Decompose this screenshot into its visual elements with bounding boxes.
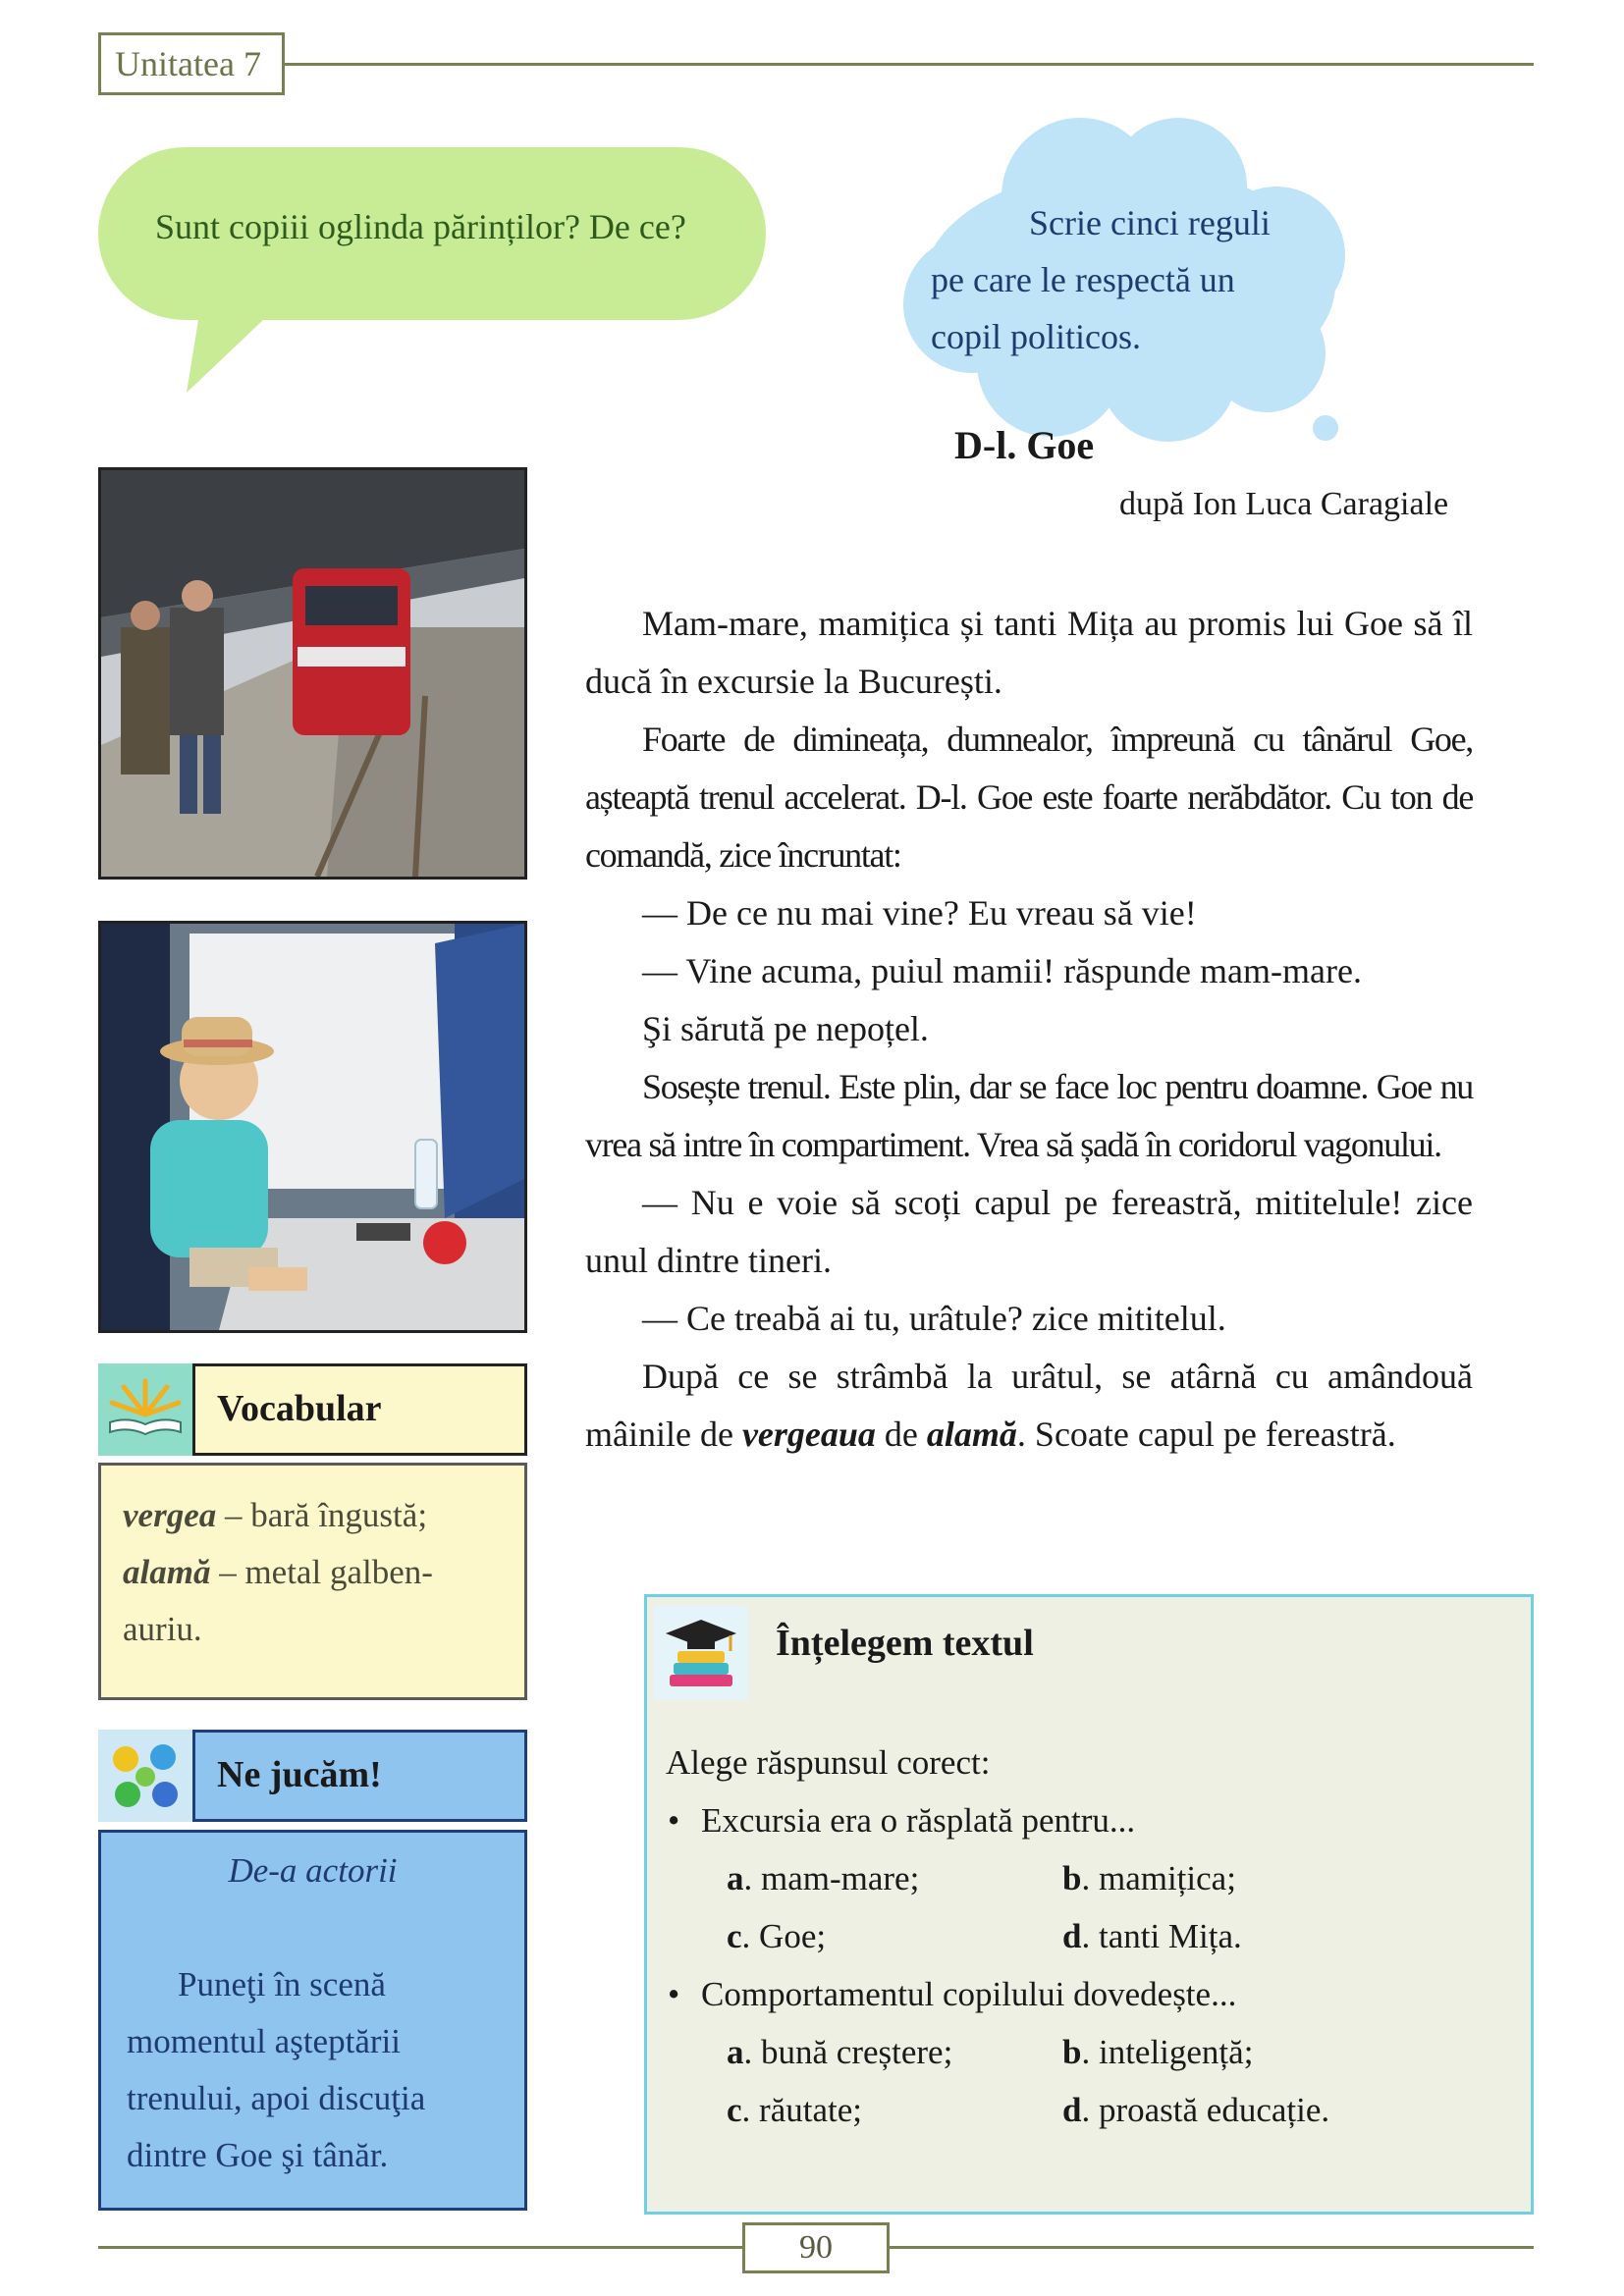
- answer-option: d. tanti Mița.: [1062, 1917, 1242, 1955]
- vocab-definition: – bară îngustă;: [216, 1496, 428, 1534]
- hands-icon: [98, 1730, 192, 1822]
- graduation-cap-books-icon: [654, 1606, 748, 1700]
- vocab-term: alamă: [123, 1553, 211, 1591]
- answer-options: [666, 1849, 1510, 1965]
- text-run: După ce se strâmbă la urâtul, se atârnă cu amândouă mâinile de: [585, 1357, 1473, 1454]
- story-paragraph-last: [585, 1348, 1473, 1464]
- ne-jucam-box: [98, 1830, 527, 2211]
- story-paragraph: — Vine acuma, puiul mamii! răspunde mam-mare.: [642, 951, 1362, 990]
- cloud-line: pe care le respectă un: [931, 260, 1235, 299]
- answer-option: a. bună creștere;: [727, 2033, 953, 2071]
- answer-option: c. Goe;: [727, 1917, 827, 1955]
- text-run: . Scoate capul pe fereastră.: [1016, 1415, 1396, 1454]
- vocab-word-vergeaua: vergeaua: [741, 1415, 876, 1454]
- story-author: după Ion Luca Caragiale: [1119, 486, 1449, 522]
- story-paragraph: — Nu e voie să scoți capul pe fereastră, mititelule! zice unul dintre tineri.: [585, 1183, 1473, 1280]
- story-paragraph: — Ce treabă ai tu, urâtule? zice mititelul.: [642, 1299, 1226, 1338]
- question: • Comportamentul copilului dovedește...: [666, 1965, 1510, 2023]
- instruction: Alege răspunsul corect:: [666, 1743, 991, 1782]
- vocab-term: vergea: [123, 1496, 217, 1534]
- answer-option: b. mamițica;: [1062, 1859, 1236, 1897]
- header-rule: [285, 63, 1534, 66]
- answer-option: b. inteligență;: [1062, 2033, 1254, 2071]
- boy-on-train-photo: [98, 921, 527, 1333]
- vocab-definition: – metal galben-auriu.: [123, 1553, 433, 1648]
- train-station-photo: [98, 467, 527, 880]
- speech-bubble-text: Sunt copiii oglinda părinților? De ce?: [155, 207, 686, 246]
- unit-label: Unitatea 7: [98, 32, 285, 95]
- text-run: de: [875, 1415, 927, 1454]
- story-paragraph: Şi sărută pe nepoțel.: [642, 1009, 929, 1048]
- answer-options: [666, 2023, 1510, 2139]
- story-paragraph: Foarte de dimineața, dumnealor, împreună cu tânărul Goe, așteaptă trenul accelerat. D-l. Goe este foarte nerăbdător. Cu ton de comandă, zice încruntat:: [585, 720, 1473, 875]
- question: • Excursia era o răsplată pentru...: [666, 1791, 1510, 1849]
- story-paragraph: Mam-mare, mamițica și tanti Mița au promis lui Goe să îl ducă în excursie la București.: [585, 604, 1473, 701]
- answer-option: a. mam-mare;: [727, 1859, 920, 1897]
- intelegem-heading: Înțelegem textul: [776, 1623, 1034, 1664]
- story-text: [585, 595, 1473, 1464]
- story-paragraph: — De ce nu mai vine? Eu vreau să vie!: [642, 893, 1197, 933]
- answer-option: c. răutate;: [727, 2091, 862, 2129]
- thought-cloud-text: [931, 194, 1304, 365]
- vocabular-box: [98, 1463, 527, 1700]
- answer-option: d. proastă educație.: [1062, 2091, 1330, 2129]
- book-icon: [98, 1363, 192, 1456]
- story-title: D-l. Goe: [954, 423, 1095, 467]
- ne-jucam-heading: Ne jucăm!: [192, 1730, 527, 1822]
- ne-jucam-text: Puneţi în scenă momentul aşteptării trenului, apoi discuţia dintre Goe şi tânăr.: [127, 1965, 426, 2174]
- vocabular-heading: Vocabular: [192, 1363, 527, 1456]
- intelegem-body: [666, 1734, 1510, 2139]
- vocab-word-alama: alamă: [926, 1415, 1017, 1454]
- cloud-line: copil politicos.: [931, 317, 1141, 356]
- speech-bubble: [96, 145, 768, 396]
- cloud-line: Scrie cinci reguli: [1029, 203, 1271, 242]
- ne-jucam-subtitle: De-a actorii: [228, 1851, 398, 1890]
- footer-rule-left: [98, 2246, 742, 2249]
- story-paragraph: Sosește trenul. Este plin, dar se face loc pentru doamne. Goe nu vrea să intre în compartiment. Vrea să șadă în coridorul vagonului.: [585, 1067, 1473, 1164]
- footer-rule-right: [890, 2246, 1534, 2249]
- page-number: 90: [742, 2222, 890, 2273]
